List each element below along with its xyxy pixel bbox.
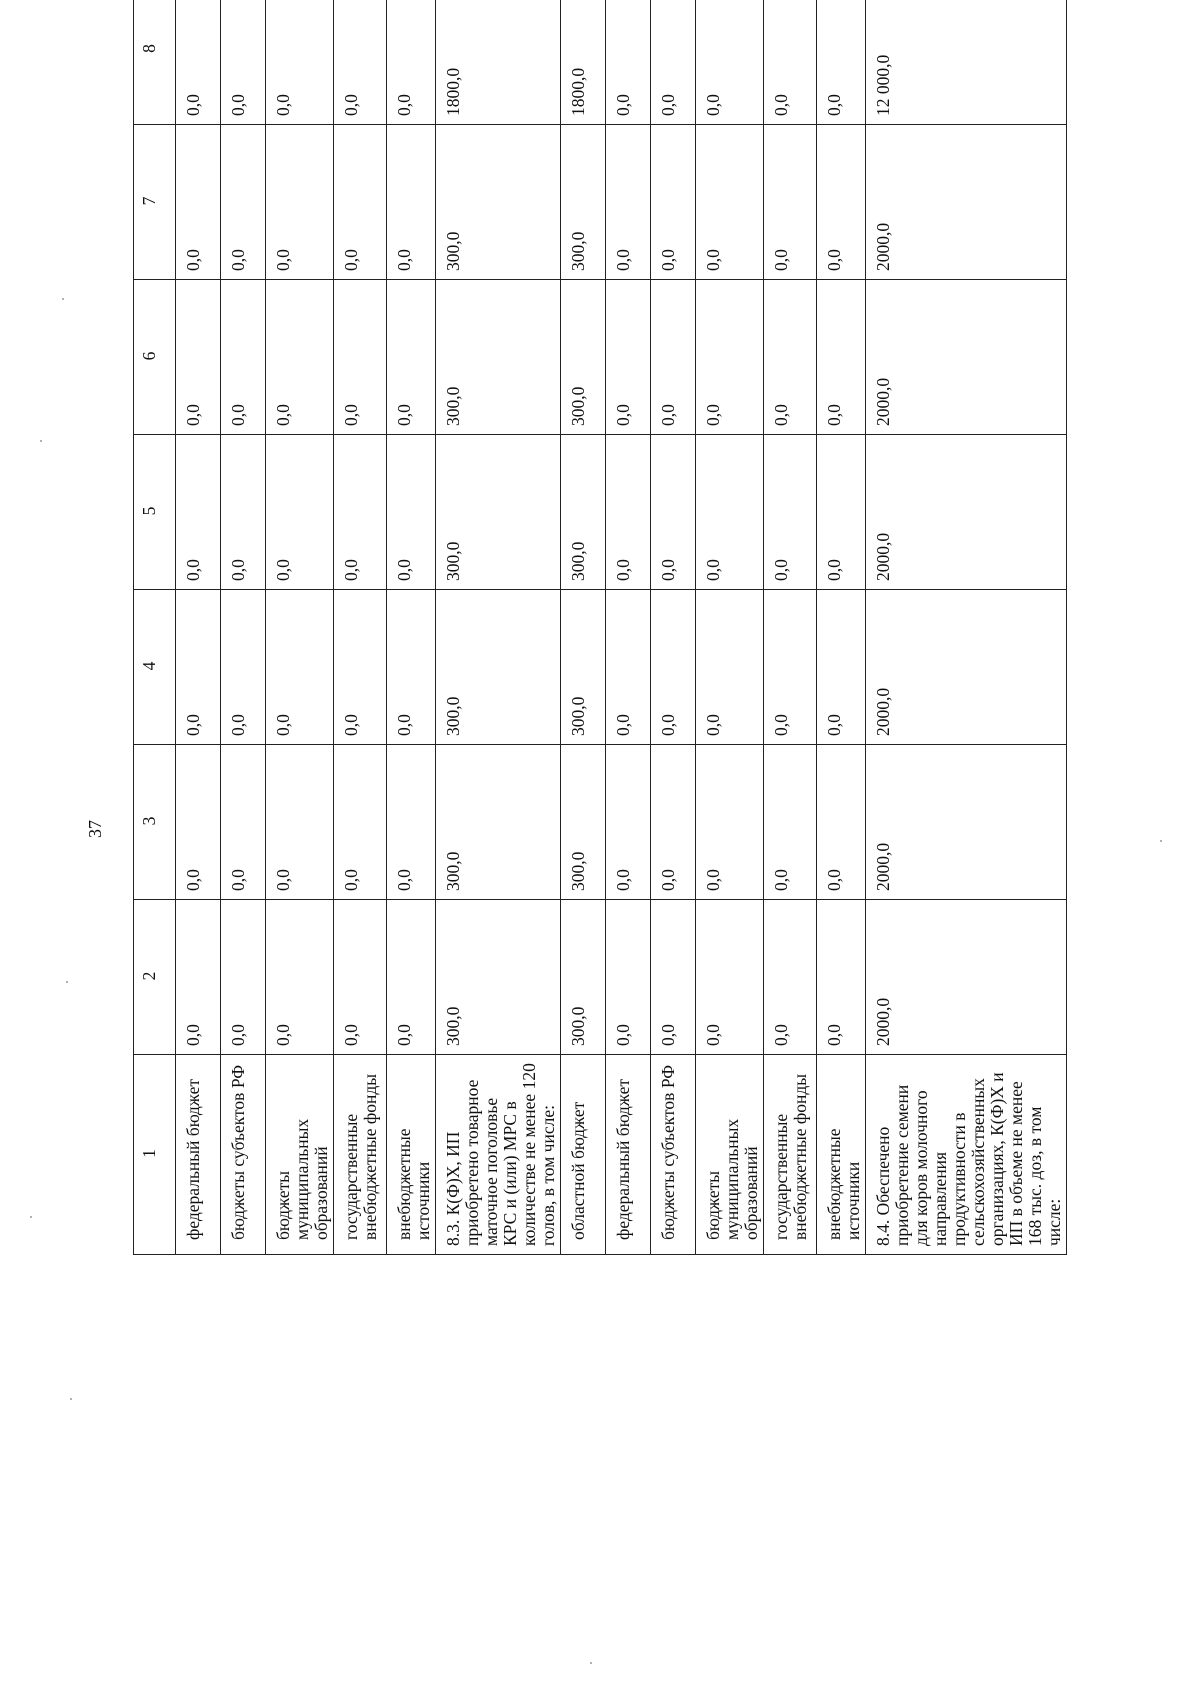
- table-cell: 0,0: [334, 435, 387, 590]
- scan-speck: [590, 1662, 592, 1664]
- row-label: областной бюджет: [561, 1055, 606, 1255]
- table-cell: 0,0: [176, 280, 221, 435]
- table-cell: 300,0: [436, 125, 561, 280]
- table-cell: 0,0: [764, 590, 817, 745]
- table-cell: 0,0: [606, 0, 651, 125]
- table-cell: 0,0: [817, 745, 866, 900]
- table-cell: 0,0: [651, 435, 696, 590]
- table-cell: 0,0: [221, 125, 266, 280]
- table-cell: 0,0: [764, 125, 817, 280]
- column-header: 4: [134, 590, 176, 745]
- table-cell: 0,0: [334, 0, 387, 125]
- table-cell: 0,0: [266, 280, 334, 435]
- table-cell: 2000,0: [866, 900, 1067, 1055]
- table-cell: 0,0: [764, 280, 817, 435]
- table-cell: 300,0: [561, 590, 606, 745]
- row-label: государственные внебюджетные фонды: [764, 1055, 817, 1255]
- table-cell: 0,0: [606, 900, 651, 1055]
- column-header: 3: [134, 745, 176, 900]
- scan-speck: [70, 1398, 72, 1400]
- table-cell: 0,0: [696, 590, 764, 745]
- table-cell: 0,0: [651, 745, 696, 900]
- table-cell: 1800,0: [436, 0, 561, 125]
- table-cell: 0,0: [334, 125, 387, 280]
- table-cell: 0,0: [651, 0, 696, 125]
- table-cell: 300,0: [561, 125, 606, 280]
- table-row: [606, 0, 651, 1255]
- table-cell: 0,0: [221, 745, 266, 900]
- table-cell: 0,0: [266, 125, 334, 280]
- table-cell: 0,0: [651, 590, 696, 745]
- row-label: внебюджетные источники: [387, 1055, 436, 1255]
- table-cell: 0,0: [176, 125, 221, 280]
- table-row: [266, 0, 334, 1255]
- table-cell: 0,0: [696, 0, 764, 125]
- table-cell: 0,0: [817, 900, 866, 1055]
- table-cell: 0,0: [696, 280, 764, 435]
- table-row: [387, 0, 436, 1255]
- table-cell: 300,0: [561, 745, 606, 900]
- table-cell: 2000,0: [866, 745, 1067, 900]
- table-cell: 1800,0: [561, 0, 606, 125]
- table-cell: 0,0: [606, 125, 651, 280]
- table-cell: 0,0: [176, 435, 221, 590]
- table-cell: 300,0: [561, 435, 606, 590]
- column-header: 2: [134, 900, 176, 1055]
- table-cell: 300,0: [436, 280, 561, 435]
- table-cell: 0,0: [221, 280, 266, 435]
- table-cell: 2000,0: [866, 280, 1067, 435]
- table-cell: 300,0: [561, 280, 606, 435]
- table-cell: 0,0: [387, 280, 436, 435]
- row-label: 8.4. Обеспечено приобретение семени для коров молочного направления продуктивности в сельскохозяйственных организациях, К(Ф)Х и ИП в объеме не менее 168 тыс. доз, в том числе:: [866, 1055, 1067, 1255]
- row-label: 8.3. К(Ф)Х, ИП приобретено товарное маточное поголовье КРС и (или) МРС в количестве не менее 120 голов, в том числе:: [436, 1055, 561, 1255]
- table-cell: 300,0: [436, 435, 561, 590]
- table-row: [651, 0, 696, 1255]
- table-cell: 0,0: [606, 280, 651, 435]
- table-cell: 0,0: [176, 900, 221, 1055]
- table-cell: 0,0: [817, 0, 866, 125]
- row-label: государственные внебюджетные фонды: [334, 1055, 387, 1255]
- table-cell: 0,0: [606, 435, 651, 590]
- budget-table: [133, 0, 1067, 1255]
- table-row: [764, 0, 817, 1255]
- row-label: федеральный бюджет: [176, 1055, 221, 1255]
- table-cell: 0,0: [764, 0, 817, 125]
- table-row: [221, 0, 266, 1255]
- table-cell: 0,0: [334, 590, 387, 745]
- table-cell: 0,0: [221, 0, 266, 125]
- table-cell: 0,0: [387, 125, 436, 280]
- table-cell: 2000,0: [866, 125, 1067, 280]
- table-row: [561, 0, 606, 1255]
- table-row: [696, 0, 764, 1255]
- rotated-table-wrapper: [133, 44, 1064, 1255]
- table-cell: 0,0: [266, 900, 334, 1055]
- table-cell: 0,0: [266, 0, 334, 125]
- table-cell: 0,0: [221, 590, 266, 745]
- scan-speck: [66, 981, 68, 983]
- column-header: 1: [134, 1055, 176, 1255]
- table-cell: 0,0: [176, 745, 221, 900]
- row-label: бюджеты муниципальных образований: [696, 1055, 764, 1255]
- table-cell: 300,0: [436, 590, 561, 745]
- row-label: федеральный бюджет: [606, 1055, 651, 1255]
- table-cell: 0,0: [266, 745, 334, 900]
- table-cell: 0,0: [696, 125, 764, 280]
- table-cell: 0,0: [176, 0, 221, 125]
- table-cell: 0,0: [387, 745, 436, 900]
- table-cell: 0,0: [817, 590, 866, 745]
- table-cell: 0,0: [266, 435, 334, 590]
- table-cell: 0,0: [387, 0, 436, 125]
- table-cell: 0,0: [817, 435, 866, 590]
- scan-speck: [1160, 840, 1162, 842]
- table-cell: 0,0: [387, 590, 436, 745]
- column-header: 5: [134, 435, 176, 590]
- table-cell: 0,0: [334, 280, 387, 435]
- table-row: [866, 0, 1067, 1255]
- column-header: 7: [134, 125, 176, 280]
- table-cell: 12 000,0: [866, 0, 1067, 125]
- table-cell: 0,0: [606, 590, 651, 745]
- table-cell: 0,0: [334, 900, 387, 1055]
- page-number: 37: [85, 820, 105, 838]
- table-cell: 0,0: [764, 435, 817, 590]
- column-header: 6: [134, 280, 176, 435]
- table-cell: 0,0: [817, 125, 866, 280]
- table-cell: 0,0: [651, 900, 696, 1055]
- scan-speck: [40, 440, 42, 442]
- table-cell: 2000,0: [866, 435, 1067, 590]
- column-header: 8: [134, 0, 176, 125]
- table-row: [334, 0, 387, 1255]
- header-row: [134, 0, 176, 1255]
- table-cell: 0,0: [764, 745, 817, 900]
- table-cell: 0,0: [764, 900, 817, 1055]
- table-cell: 0,0: [696, 435, 764, 590]
- row-label: внебюджетные источники: [817, 1055, 866, 1255]
- table-cell: 300,0: [436, 900, 561, 1055]
- table-cell: 0,0: [696, 900, 764, 1055]
- table-row: [176, 0, 221, 1255]
- table-cell: 0,0: [387, 900, 436, 1055]
- table-cell: 0,0: [176, 590, 221, 745]
- table-cell: 0,0: [817, 280, 866, 435]
- table-cell: 0,0: [651, 125, 696, 280]
- table-row: [436, 0, 561, 1255]
- scan-speck: [30, 1216, 32, 1218]
- scan-speck: [62, 298, 64, 300]
- table-cell: 0,0: [221, 900, 266, 1055]
- table-cell: 0,0: [266, 590, 334, 745]
- table-cell: 300,0: [436, 745, 561, 900]
- row-label: бюджеты субъектов РФ: [651, 1055, 696, 1255]
- table-cell: 300,0: [561, 900, 606, 1055]
- table-row: [817, 0, 866, 1255]
- table-cell: 0,0: [651, 280, 696, 435]
- table-cell: 2000,0: [866, 590, 1067, 745]
- table-cell: 0,0: [696, 745, 764, 900]
- table-cell: 0,0: [387, 435, 436, 590]
- table-cell: 0,0: [334, 745, 387, 900]
- table-cell: 0,0: [606, 745, 651, 900]
- table-cell: 0,0: [221, 435, 266, 590]
- row-label: бюджеты муниципальных образований: [266, 1055, 334, 1255]
- row-label: бюджеты субъектов РФ: [221, 1055, 266, 1255]
